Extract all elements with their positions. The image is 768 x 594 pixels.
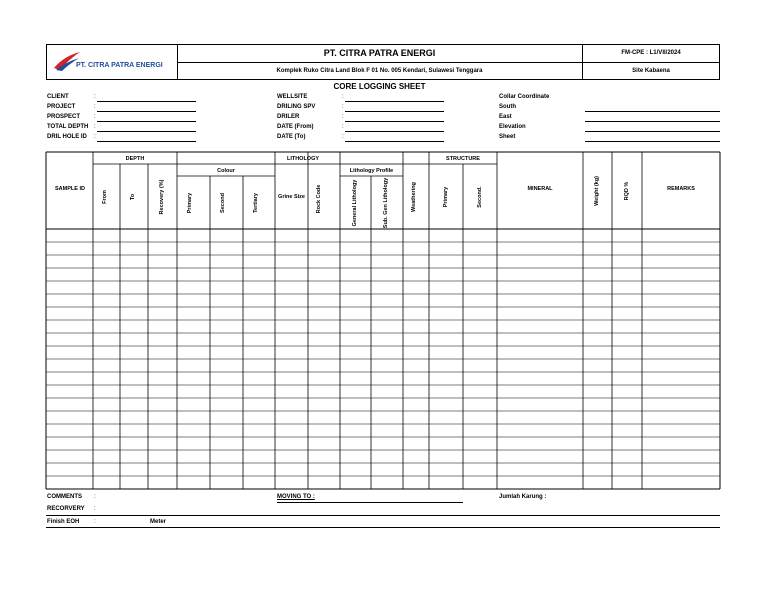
total-depth-label: TOTAL DEPTH [47, 124, 89, 130]
grine-size-header: Grine Size [278, 194, 305, 200]
colour-header: Colour [217, 168, 235, 174]
date-from-label: DATE (From) [277, 124, 314, 130]
colon: : [342, 104, 344, 110]
moving-to-field[interactable] [277, 502, 463, 503]
rqd-header: RQD % [624, 181, 630, 201]
depth-header: DEPTH [125, 156, 145, 162]
recovery-header: Recovery (%) [159, 179, 165, 215]
prospect-label: PROSPECT [47, 114, 81, 120]
south-label: South [499, 104, 516, 110]
structure-second-header: Second. [477, 186, 483, 208]
collar-coordinate-label: Collar Coordinate [499, 94, 550, 100]
colour-tertiary-header: Tertiary [253, 193, 259, 213]
colon: : [94, 104, 96, 110]
dril-hole-id-label: DRIL HOLE ID [47, 134, 87, 140]
date-to-label: DATE (To) [277, 134, 306, 140]
colon: : [94, 134, 96, 140]
finish-eoh-label: Finish EOH [47, 519, 80, 525]
form-code: FM-CPE : L1/VII/2024 [621, 50, 681, 56]
lithology-header: LITHOLOGY [286, 156, 320, 162]
driler-label: DRILER [277, 114, 300, 120]
elevation-label: Elevation [499, 124, 526, 130]
rock-code-header: Rock Code [316, 184, 322, 214]
jumlah-karung-label: Jumlah Karung : [499, 494, 547, 500]
colon: : [94, 494, 96, 500]
company-name: PT. CITRA PATRA ENERGI [323, 48, 436, 58]
site-name: Site Kabaena [632, 68, 670, 74]
meter-label: Meter [150, 519, 167, 525]
company-address: Komplek Ruko Citra Land Blok F 01 No. 005 Kendari, Sulawesi Tenggara [276, 68, 483, 74]
comments-label: COMMENTS [47, 494, 82, 500]
weight-header: Weight (kg) [594, 176, 600, 206]
colon: : [342, 124, 344, 130]
weathering-header: Weathering [411, 182, 417, 212]
moving-to-label: MOVING TO : [277, 494, 315, 500]
colon: : [94, 94, 96, 100]
footer-divider [46, 515, 720, 516]
wellsite-label: WELLSITE [277, 94, 308, 100]
recorvery-label: RECORVERY [47, 506, 85, 512]
driling-spv-label: DRILING SPV [277, 104, 316, 110]
lithology-profile-header: Lithology Profile [349, 168, 394, 174]
remarks-header: REMARKS [667, 186, 695, 192]
sheet-label: Sheet [499, 134, 516, 140]
from-header: From [102, 190, 108, 204]
client-label: CLIENT [47, 94, 69, 100]
colour-primary-header: Primary [187, 192, 193, 214]
colon: : [94, 506, 96, 512]
colon: : [342, 94, 344, 100]
structure-primary-header: Primary [443, 186, 449, 208]
logo-text: PT. CITRA PATRA ENERGI [76, 62, 163, 69]
sub-gen-lithology-header: Sub. Gen Lithology [383, 177, 389, 229]
mineral-header: MINERAL [527, 186, 553, 192]
colon: : [342, 114, 344, 120]
sheet-title: CORE LOGGING SHEET [333, 82, 426, 91]
east-label: East [499, 114, 512, 120]
project-label: PROJECT [47, 104, 76, 110]
to-header: To [130, 193, 136, 201]
colon: : [94, 124, 96, 130]
colour-second-header: Second [220, 193, 226, 213]
colon: : [94, 519, 96, 525]
colon: : [94, 114, 96, 120]
structure-header: STRUCTURE [446, 156, 480, 162]
footer-bottom-line [46, 527, 720, 528]
sample-id-header: SAMPLE ID [55, 186, 85, 192]
colon: : [342, 134, 344, 140]
general-lithology-header: General Lithology [352, 179, 358, 227]
